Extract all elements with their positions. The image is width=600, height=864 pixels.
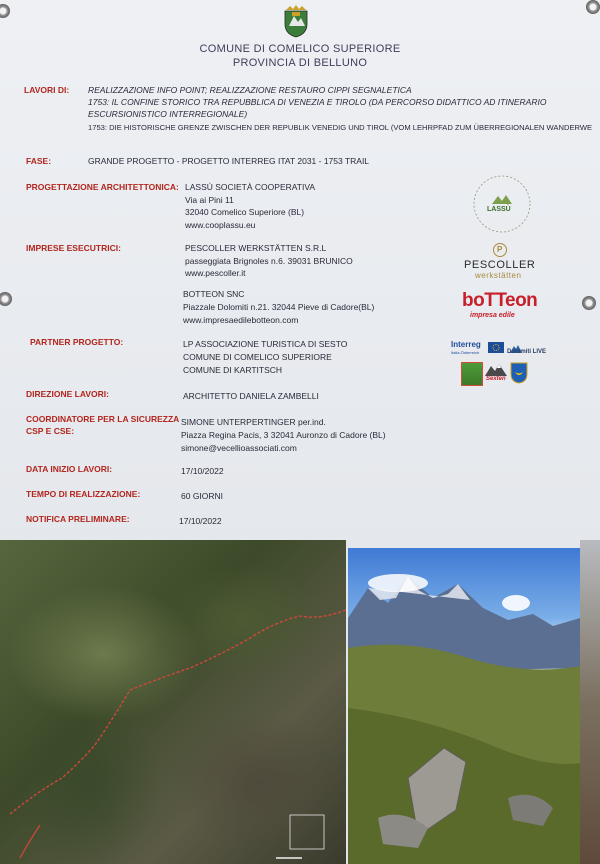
trail-map-photo	[0, 540, 346, 864]
dolomiti-name: Dolomiti LIVE	[507, 349, 546, 355]
fase-label: FASE:	[26, 156, 52, 166]
mountain-landscape-photo	[348, 548, 580, 864]
coordinatore-label-1: COORDINATORE PER LA SICUREZZA	[26, 414, 180, 424]
mountain-scene	[348, 548, 580, 864]
header-comune: COMUNE DI COMELICO SUPERIORE	[199, 43, 401, 55]
data-inizio-value: 17/10/2022	[181, 466, 224, 476]
botteon-line-2: Piazzale Dolomiti n.21. 32044 Pieve di Cadore(BL)	[183, 302, 375, 312]
pescoller-line-3: www.pescoller.it	[185, 268, 246, 278]
tempo-value: 60 GIORNI	[181, 491, 224, 501]
botteon-line-3: www.impresaedilebotteon.com	[183, 315, 299, 325]
grommet-mid-right	[582, 296, 596, 310]
pescoller-logo-sub: werkstätten	[475, 271, 522, 280]
pescoller-line-2: passeggiata Brignoles n.6. 39031 BRUNICO	[185, 256, 353, 266]
partner-line-1: LP ASSOCIAZIONE TURISTICA DI SESTO	[183, 339, 348, 349]
partner-line-2: COMUNE DI COMELICO SUPERIORE	[183, 352, 332, 362]
coordinatore-line-1: SIMONE UNTERPERTINGER per.ind.	[181, 417, 326, 427]
kartitsch-crest-icon	[461, 362, 483, 386]
coordinatore-line-3: simone@vecellioassociati.com	[181, 443, 297, 453]
coat-of-arms-icon	[280, 4, 312, 38]
notifica-label: NOTIFICA PRELIMINARE:	[26, 514, 130, 524]
trail-route-line	[0, 540, 346, 864]
partner-line-3: COMUNE DI KARTITSCH	[183, 365, 283, 375]
interreg-logo	[450, 340, 488, 358]
progettazione-line-1: LASSÙ SOCIETÀ COOPERATIVA	[185, 182, 316, 192]
progettazione-line-3: 32040 Comelico Superiore (BL)	[185, 207, 305, 217]
interreg-name: Interreg	[451, 340, 481, 349]
grommet-mid-left	[0, 292, 12, 306]
notifica-value: 17/10/2022	[179, 516, 222, 526]
comelico-crest-icon	[510, 362, 528, 384]
pescoller-mark: P	[497, 245, 503, 254]
tempo-label: TEMPO DI REALIZZAZIONE:	[26, 489, 141, 499]
pescoller-logo-name: PESCOLLER	[464, 259, 536, 271]
lavori-line-2: 1753: IL CONFINE STORICO TRA REPUBBLICA DI VENEZIA E TIROLO (DA PERCORSO DIDATTICO AD ITINERARIO	[88, 97, 547, 107]
lavori-label: LAVORI DI:	[24, 85, 70, 95]
botteon-line-1: BOTTEON SNC	[183, 289, 245, 299]
header-provincia: PROVINCIA DI BELLUNO	[232, 57, 368, 69]
data-inizio-label: DATA INIZIO LAVORI:	[26, 464, 113, 474]
botteon-logo-name: boTTeon	[462, 290, 538, 311]
coordinatore-line-2: Piazza Regina Pacis, 3 32041 Auronzo di Cadore (BL)	[181, 430, 386, 440]
lavori-line-1: REALIZZAZIONE INFO POINT; REALIZZAZIONE RESTAURO CIPPI SEGNALETICA	[88, 85, 412, 95]
lassu-name: LASSÙ	[487, 206, 511, 213]
interreg-sub: Italia-Österreich	[451, 350, 480, 355]
background-strip	[580, 540, 600, 864]
lassu-logo	[472, 174, 532, 234]
progettazione-line-2: Via ai Pini 11	[185, 195, 234, 205]
pescoller-line-1: PESCOLLER WERKSTÄTTEN S.R.L	[185, 243, 327, 253]
eu-flag-icon	[488, 342, 504, 353]
direzione-label: DIREZIONE LAVORI:	[26, 389, 109, 399]
fase-value: GRANDE PROGETTO - PROGETTO INTERREG ITAT 2031 - 1753 TRAIL	[88, 156, 370, 166]
grommet-top-left	[0, 4, 10, 18]
progettazione-label: PROGETTAZIONE ARCHITETTONICA:	[26, 182, 179, 192]
botteon-logo-sub: impresa edile	[470, 312, 515, 319]
coordinatore-label-2: CSP E CSE:	[26, 426, 75, 436]
progettazione-line-4: www.cooplassu.eu	[185, 220, 256, 230]
sexten-name: Sexten	[486, 376, 506, 382]
partner-label: PARTNER PROGETTO:	[30, 337, 124, 347]
lavori-line-4: 1753: DIE HISTORISCHE GRENZE ZWISCHEN DER REPUBLIK VENEDIG UND TIROL (VOM LEHRPFAD ZUM ÜBERREGIONALEN WANDERWE	[88, 123, 593, 132]
imprese-label: IMPRESE ESECUTRICI:	[26, 243, 121, 253]
sexten-logo-icon	[485, 362, 507, 376]
lavori-line-3: ESCURSIONISTICO INTERREGIONALE)	[88, 109, 248, 119]
grommet-top-right	[586, 0, 600, 14]
direzione-value: ARCHITETTO DANIELA ZAMBELLI	[183, 391, 319, 401]
